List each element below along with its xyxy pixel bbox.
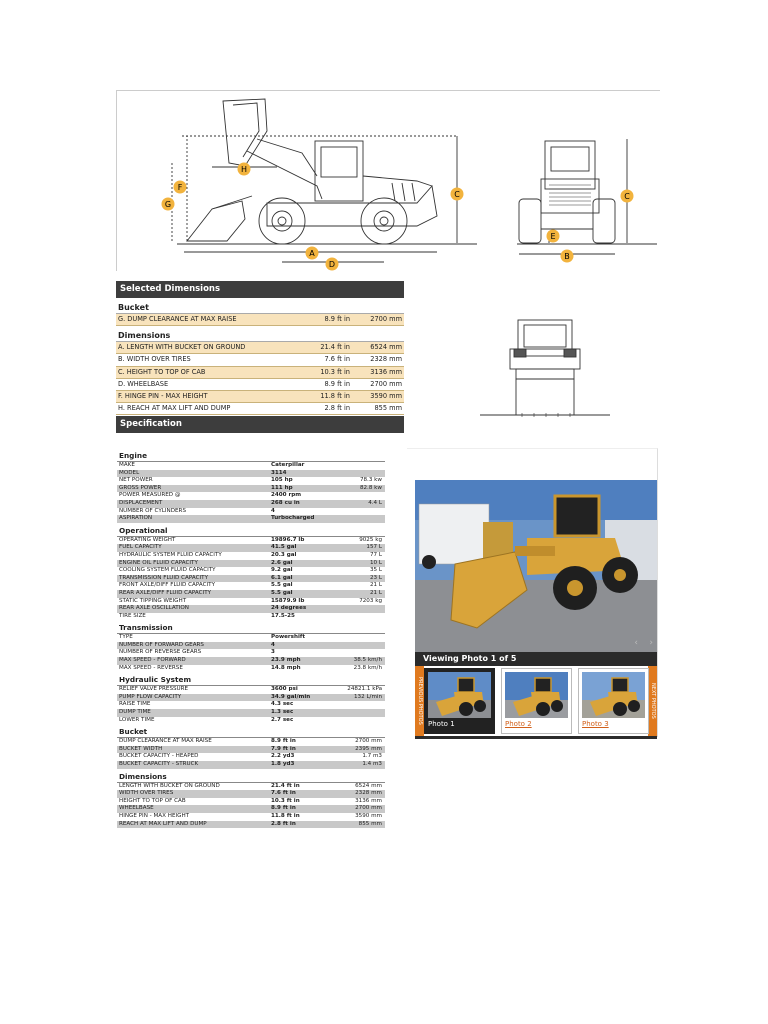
spec-value-metric (335, 649, 385, 657)
spec-value-metric (335, 613, 385, 621)
spec-row (117, 590, 385, 598)
spec-row (117, 665, 385, 673)
spec-value-metric (335, 642, 385, 650)
dimension-label: C. HEIGHT TO TOP OF CAB (118, 367, 206, 376)
spec-value-imperial: 2.6 gal (271, 559, 293, 566)
spec-row (117, 634, 385, 642)
spec-label: REACH AT MAX LIFT AND DUMP (119, 820, 207, 827)
spec-value-imperial: 2.2 yd3 (271, 753, 295, 760)
spec-value-imperial: 6.1 gal (271, 574, 293, 581)
spec-value-metric: 3590 mm (355, 812, 382, 819)
label-c-side (450, 186, 464, 205)
photo-thumbnail[interactable] (501, 668, 572, 734)
spec-label: NET POWER (119, 477, 153, 484)
spec-value-imperial: 17.5-25 (271, 612, 295, 619)
dimension-imperial: 11.8 ft in (320, 391, 350, 400)
spec-section-rows (117, 537, 385, 621)
spec-value-imperial: 23.9 mph (271, 657, 301, 664)
spec-row (117, 798, 385, 806)
spec-label: ASPIRATION (119, 515, 153, 522)
spec-label: DUMP CLEARANCE AT MAX RAISE (119, 738, 212, 745)
label-g (161, 196, 175, 215)
dimension-imperial: 10.3 ft in (320, 367, 350, 376)
spec-value-metric: 6524 mm (355, 782, 382, 789)
label-b (560, 248, 574, 267)
spec-label: FRONT AXLE/DIFF FLUID CAPACITY (119, 582, 215, 589)
svg-text:E: E (550, 232, 556, 241)
spec-row (117, 598, 385, 606)
spec-value-imperial: 11.8 ft in (271, 812, 300, 819)
spec-value-metric: 157 L (366, 544, 382, 551)
spec-section-title: Bucket (117, 724, 385, 738)
dimension-label: A. LENGTH WITH BUCKET ON GROUND (118, 343, 246, 352)
dimension-metric: 2700 mm (370, 315, 402, 323)
spec-value-metric: 2700 mm (355, 738, 382, 745)
spec-label: NUMBER OF CYLINDERS (119, 507, 186, 514)
spec-row (117, 753, 385, 761)
spec-value-imperial: 4.3 sec (271, 701, 294, 708)
previous-photos-tab[interactable]: PREVIOUS PHOTOS (415, 666, 424, 736)
spec-value-imperial: 14.8 mph (271, 664, 301, 671)
label-c-front (620, 188, 634, 207)
spec-value-imperial: 5.5 gal (271, 582, 293, 589)
spec-row (117, 813, 385, 821)
photo-thumbnail[interactable] (578, 668, 649, 734)
spec-label: NUMBER OF FORWARD GEARS (119, 641, 204, 648)
spec-label: BUCKET CAPACITY - STRUCK (119, 761, 199, 767)
svg-text:C: C (454, 190, 460, 199)
prev-photo-button[interactable]: ‹ (634, 638, 638, 648)
spec-value-metric: 78.3 kw (359, 477, 382, 484)
spec-row (117, 470, 385, 478)
dimension-row (116, 403, 404, 415)
spec-value-imperial: 41.5 gal (271, 544, 297, 551)
spec-label: NUMBER OF REVERSE GEARS (119, 649, 202, 656)
spec-label: WIDTH OVER TIRES (119, 790, 174, 797)
spec-section-rows (117, 634, 385, 672)
spec-value-metric (335, 470, 385, 478)
spec-value-metric: 1.7 m3 (362, 753, 382, 760)
spec-label: POWER MEASURED @ (119, 492, 181, 499)
spec-value-metric (335, 709, 385, 717)
spec-section-title: Dimensions (117, 769, 385, 783)
dimension-row (116, 342, 404, 354)
dimension-metric: 2328 mm (370, 355, 402, 364)
loader-dimension-diagram (116, 90, 660, 271)
spec-label: GROSS POWER (119, 484, 162, 491)
specification-title: Specification (116, 416, 404, 433)
spec-row (117, 605, 385, 613)
loader-front-view-drawing (480, 315, 610, 420)
thumbnail-image (428, 672, 491, 718)
spec-label: TRANSMISSION FLUID CAPACITY (119, 574, 208, 581)
specification-header (116, 416, 404, 433)
spec-value-imperial: 9.2 gal (271, 567, 293, 574)
spec-value-metric: 35 L (369, 567, 382, 574)
spec-row (117, 560, 385, 568)
dimension-row (116, 354, 404, 366)
spec-value-metric (335, 605, 385, 613)
spec-label: STATIC TIPPING WEIGHT (119, 597, 187, 604)
spec-label: MODEL (119, 469, 140, 476)
spec-row (117, 515, 385, 523)
spec-section-rows (117, 462, 385, 523)
spec-row (117, 738, 385, 746)
spec-row (117, 783, 385, 791)
dimension-metric: 855 mm (374, 404, 402, 413)
label-d (325, 256, 339, 275)
spec-value-imperial: 5.5 gal (271, 589, 293, 596)
spec-row (117, 537, 385, 545)
spec-label: BUCKET CAPACITY - HEAPED (119, 753, 199, 760)
spec-value-metric: 21 L (369, 589, 382, 596)
spec-value-metric (335, 462, 385, 470)
spec-value-imperial: 34.9 gal/min (271, 693, 311, 700)
spec-row (117, 642, 385, 650)
spec-row (117, 694, 385, 702)
spec-value-imperial: 15879.9 lb (271, 597, 305, 604)
spec-value-imperial: 3114 (271, 469, 287, 476)
dimension-metric: 3590 mm (370, 391, 402, 400)
spec-row (117, 485, 385, 493)
spec-label: MAX SPEED - REVERSE (119, 664, 183, 671)
spec-row (117, 709, 385, 717)
spec-value-metric: 10 L (369, 559, 382, 566)
selected-dimensions-panel (116, 281, 404, 415)
spec-value-imperial: 8.9 ft in (271, 805, 296, 812)
spec-section-title: Operational (117, 523, 385, 537)
spec-section-title: Engine (117, 448, 385, 462)
label-f (173, 179, 187, 198)
spec-label: FUEL CAPACITY (119, 544, 162, 551)
spec-row (117, 582, 385, 590)
spec-value-imperial: 3600 psi (271, 686, 298, 693)
spec-section-title: Hydraulic System (117, 672, 385, 686)
spec-section-rows (117, 783, 385, 829)
spec-value-metric (335, 717, 385, 725)
spec-value-imperial: Turbocharged (271, 515, 315, 522)
spec-row (117, 657, 385, 665)
thumbnail-image (582, 672, 645, 718)
spec-value-imperial: 21.4 ft in (271, 782, 300, 789)
spec-value-imperial: 268 cu in (271, 499, 300, 506)
next-photo-button[interactable]: › (649, 638, 653, 648)
dimension-row (116, 379, 404, 391)
spec-value-metric (335, 515, 385, 523)
spec-value-metric: 77 L (369, 551, 382, 558)
spec-value-imperial: 1.3 sec (271, 709, 294, 716)
spec-value-metric: 4.4 L (368, 499, 382, 506)
spec-label: OPERATING WEIGHT (119, 536, 176, 543)
spec-label: REAR AXLE OSCILLATION (119, 605, 189, 612)
svg-text:G: G (164, 200, 172, 209)
dimension-metric: 2700 mm (370, 379, 402, 388)
spec-value-metric (335, 701, 385, 709)
spec-value-imperial: 1.8 yd3 (271, 761, 295, 767)
spec-row (117, 544, 385, 552)
spec-value-imperial: 19896.7 lb (271, 536, 305, 543)
dimension-label: B. WIDTH OVER TIRES (118, 355, 191, 364)
spec-label: WHEELBASE (119, 805, 154, 812)
spec-value-metric: 7203 kg (359, 597, 382, 604)
spec-value-metric: 3136 mm (355, 797, 382, 804)
dimension-imperial: 21.4 ft in (320, 343, 350, 352)
spec-label: PUMP FLOW CAPACITY (119, 693, 182, 700)
spec-value-metric (335, 492, 385, 500)
spec-value-imperial: 2400 rpm (271, 492, 302, 499)
spec-row (117, 567, 385, 575)
spec-value-imperial: 105 hp (271, 477, 293, 484)
spec-row (117, 508, 385, 516)
spec-value-metric: 82.8 kw (359, 484, 382, 491)
dimension-label: H. REACH AT MAX LIFT AND DUMP (118, 404, 231, 413)
spec-label: REAR AXLE/DIFF FLUID CAPACITY (119, 589, 212, 596)
spec-value-metric: 21 L (369, 582, 382, 589)
dimension-metric: 3136 mm (370, 367, 402, 376)
spec-value-metric: 23 L (369, 574, 382, 581)
dimension-metric: 6524 mm (370, 343, 402, 352)
svg-text:B: B (564, 252, 570, 261)
spec-value-imperial: 4 (271, 641, 275, 648)
spec-row (117, 552, 385, 560)
spec-label: TYPE (119, 634, 133, 641)
spec-section-rows (117, 738, 385, 768)
label-e (546, 228, 560, 247)
spec-value-metric: 1.4 m3 (362, 761, 382, 767)
dimension-row (116, 314, 404, 326)
spec-value-imperial: 2.7 sec (271, 716, 294, 723)
dimension-imperial: 2.8 ft in (324, 404, 350, 413)
svg-text:D: D (328, 260, 336, 269)
spec-label: COOLING SYSTEM FLUID CAPACITY (119, 567, 216, 574)
photo-thumbnail[interactable] (424, 668, 495, 734)
thumbnail-image (505, 672, 568, 718)
spec-value-imperial: 10.3 ft in (271, 797, 300, 804)
spec-label: DISPLACEMENT (119, 499, 163, 506)
spec-value-metric: 23.8 km/h (353, 664, 382, 671)
spec-value-metric: 2395 mm (355, 745, 382, 752)
label-h-text: H (240, 165, 248, 174)
spec-row (117, 701, 385, 709)
spec-label: ENGINE OIL FLUID CAPACITY (119, 559, 198, 566)
spec-value-metric (335, 508, 385, 516)
spec-value-metric (335, 634, 385, 642)
dimension-label: F. HINGE PIN - MAX HEIGHT (118, 391, 208, 400)
spec-label: HEIGHT TO TOP OF CAB (119, 797, 186, 804)
spec-label: BUCKET WIDTH (119, 745, 163, 752)
spec-label: RAISE TIME (119, 701, 151, 708)
spec-value-imperial: 7.9 ft in (271, 745, 296, 752)
dimension-label: G. DUMP CLEARANCE AT MAX RAISE (118, 315, 237, 323)
spec-row (117, 790, 385, 798)
spec-row (117, 492, 385, 500)
spec-row (117, 686, 385, 694)
spec-label: LENGTH WITH BUCKET ON GROUND (119, 782, 220, 789)
dimension-imperial: 7.6 ft in (324, 355, 350, 364)
spec-label: HYDRAULIC SYSTEM FLUID CAPACITY (119, 551, 222, 558)
spec-value-imperial: 8.9 ft in (271, 738, 296, 745)
dimension-label: D. WHEELBASE (118, 379, 169, 388)
selected-dimensions-groups (116, 298, 404, 415)
spec-row (117, 477, 385, 485)
spec-row (117, 805, 385, 813)
spec-value-metric: 9025 kg (359, 536, 382, 543)
spec-label: HINGE PIN - MAX HEIGHT (119, 812, 190, 819)
spec-row (117, 613, 385, 621)
spec-value-metric: 2700 mm (355, 805, 382, 812)
spec-row (117, 500, 385, 508)
svg-text:A: A (309, 249, 315, 258)
spec-row (117, 761, 385, 769)
thumbnail-strip (415, 666, 657, 736)
spec-value-imperial: 20.3 gal (271, 551, 297, 558)
thumbnail-caption[interactable]: Photo 3 (582, 720, 609, 728)
thumbnail-caption: Photo 1 (428, 720, 455, 728)
spec-value-imperial: 24 degrees (271, 605, 307, 612)
next-photos-tab[interactable]: NEXT PHOTOS (648, 666, 657, 736)
spec-row (117, 821, 385, 829)
spec-value-metric: 38.5 km/h (353, 657, 382, 664)
dimension-row (116, 391, 404, 403)
dimension-group-title: Bucket (116, 298, 404, 314)
thumbnail-caption[interactable]: Photo 2 (505, 720, 532, 728)
spec-label: TIRE SIZE (119, 612, 146, 619)
spec-value-imperial: 2.8 ft in (271, 820, 296, 827)
spec-row (117, 649, 385, 657)
specification-table (117, 448, 385, 828)
dimension-imperial: 8.9 ft in (324, 315, 350, 323)
spec-row (117, 462, 385, 470)
spec-value-imperial: 4 (271, 507, 275, 514)
spec-value-metric: 2328 mm (355, 790, 382, 797)
spec-value-imperial: 111 hp (271, 484, 293, 491)
photo-viewer (415, 480, 657, 739)
spec-value-imperial: 7.6 ft in (271, 790, 296, 797)
spec-label: MAKE (119, 462, 135, 468)
viewing-photo-counter: Viewing Photo 1 of 5 (423, 654, 517, 663)
main-photo[interactable] (415, 480, 657, 652)
spec-row (117, 575, 385, 583)
spec-section-rows (117, 686, 385, 724)
spec-label: RELIEF VALVE PRESSURE (119, 686, 189, 693)
loader-line-drawing (117, 91, 660, 271)
spec-label: MAX SPEED - FORWARD (119, 657, 186, 664)
spec-label: LOWER TIME (119, 716, 155, 723)
spec-row (117, 717, 385, 725)
dimension-group-title: Dimensions (116, 326, 404, 342)
photo-nav-arrows (634, 638, 653, 648)
dimension-row (116, 367, 404, 379)
spec-row (117, 746, 385, 754)
label-h (237, 161, 251, 180)
spec-label: DUMP TIME (119, 709, 151, 716)
dimension-imperial: 8.9 ft in (324, 379, 350, 388)
spec-value-imperial: Caterpillar (271, 462, 305, 468)
selected-dimensions-title: Selected Dimensions (116, 281, 404, 298)
spec-section-title: Transmission (117, 620, 385, 634)
spec-value-imperial: 3 (271, 649, 275, 656)
spec-value-metric: 132 L/min (353, 693, 382, 700)
svg-text:C: C (624, 192, 630, 201)
spec-value-metric: 24821.1 kPa (347, 686, 382, 693)
svg-text:F: F (177, 183, 183, 192)
spec-value-metric: 855 mm (358, 820, 382, 827)
label-a (305, 245, 319, 264)
spec-value-imperial: Powershift (271, 634, 305, 641)
